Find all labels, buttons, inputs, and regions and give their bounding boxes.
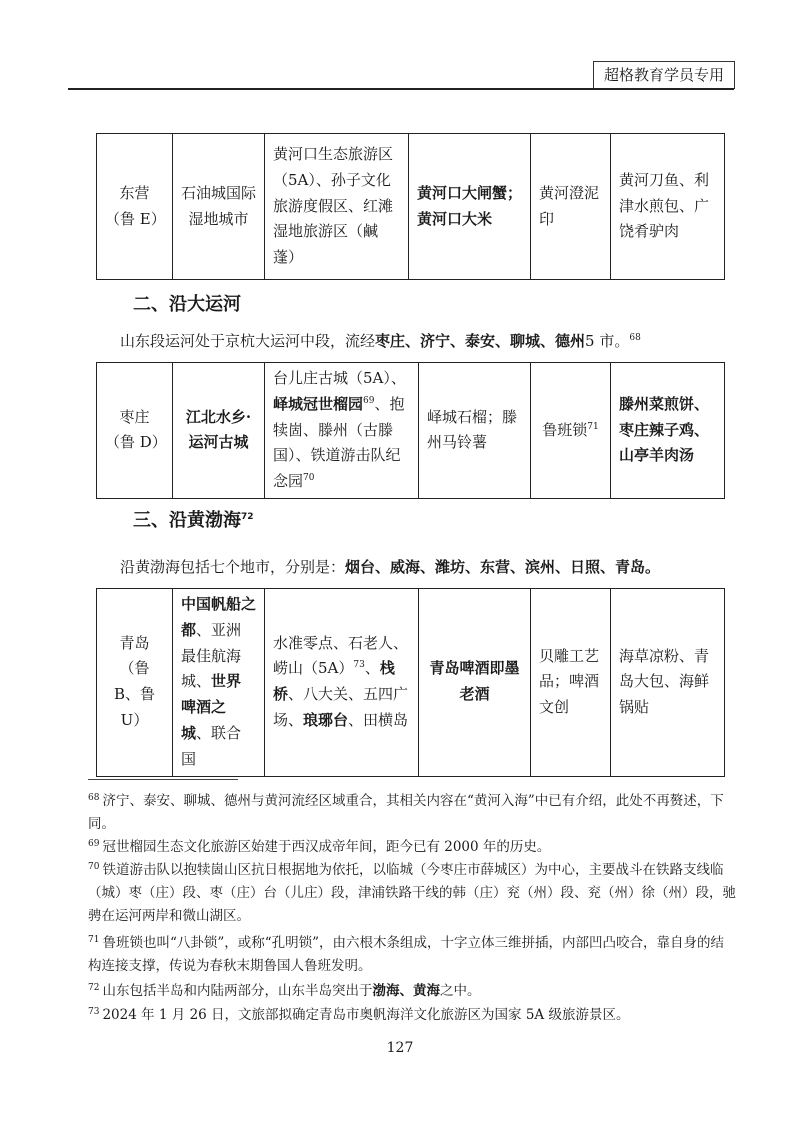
header-rule bbox=[68, 88, 734, 90]
city-cell: 枣庄 （鲁 D） bbox=[97, 363, 173, 499]
footnote-72: $^{72}$ 山东包括半岛和内陆两部分，山东半岛突出于渤海、黄海之中。 bbox=[88, 982, 481, 999]
feature-cell: 中国帆船之都、亚洲最佳航海城、世界啤酒之城、联合国 bbox=[173, 589, 265, 777]
feature-cell: 石油城国际湿地城市 bbox=[173, 134, 265, 280]
footnote-73: $^{73}$ 2024 年 1 月 26 日，文旅部拟确定青岛市奥帆海洋文化旅游区为国家 5A 级旅游景区。 bbox=[88, 1006, 630, 1023]
section-title-coast: 三、沿黄渤海$^{72}$ bbox=[133, 510, 254, 531]
scenic-cell: 台儿庄古城（5A）、峄城冠世榴园$^{69}$、抱犊崮、滕州（古滕国）、铁道游击队纪念园$^{70}$ bbox=[265, 363, 419, 499]
section-title-canal: 二、沿大运河 bbox=[133, 294, 241, 315]
footnote-69: $^{69}$ 冠世榴园生态文化旅游区始建于西汉成帝年间，距今已有 2000 年的历史。 bbox=[88, 838, 551, 855]
header-label: 超格教育学员专用 bbox=[593, 61, 735, 89]
footnote-68: $^{68}$ 济宁、泰安、聊城、德州与黄河流经区域重合，其相关内容在“黄河入海”中已有介绍，此处不再赘述，下同。 bbox=[88, 792, 724, 832]
scenic-cell: 水准零点、石老人、崂山$(5A)^{73}$、栈桥、八大关、五四广场、琅琊台、田横岛 bbox=[265, 589, 419, 777]
footnote-separator bbox=[88, 779, 238, 780]
feature-cell: 江北水乡·运河古城 bbox=[173, 363, 265, 499]
table-zaozhuang bbox=[96, 362, 725, 499]
craft-cell: 鲁班锁$^{71}$ bbox=[531, 363, 611, 499]
footnote-71: $^{71}$ 鲁班锁也叫“八卦锁”，或称“孔明锁”，由六根木条组成，十字立体三维拼插，内部凹凸咬合，靠自身的结构连接支撑，传说为春秋末期鲁国人鲁班发明。 bbox=[88, 934, 725, 974]
canal-paragraph: 山东段运河处于京杭大运河中段，流经枣庄、济宁、泰安、聊城、德州5 市。$^{68}$ bbox=[120, 332, 641, 350]
footnote-70: $^{70}$ 铁道游击队以抱犊崮山区抗日根据地为依托，以临城（今枣庄市薛城区）为中心，主要战斗在铁路支线临（城）枣（庄）段、枣（庄）台（儿庄）段，津浦铁路干线的韩（庄）兖（州）段、兖（州）徐（州）段，驰骋在运河两岸和微山湖区。 bbox=[88, 861, 736, 924]
craft-cell: 黄河澄泥印 bbox=[531, 134, 611, 280]
city-cell: 青岛 （鲁 B、鲁 U） bbox=[97, 589, 173, 777]
table-dongying bbox=[96, 133, 725, 280]
page-number: 127 bbox=[386, 1040, 414, 1056]
coast-paragraph: 沿黄渤海包括七个地市，分别是：烟台、威海、潍坊、东营、滨州、日照、青岛。 bbox=[120, 558, 661, 576]
table-qingdao bbox=[96, 588, 725, 777]
dishes-cell: 海草凉粉、青岛大包、海鲜锅贴 bbox=[611, 589, 725, 777]
scenic-cell: 黄河口生态旅游区（5A）、孙子文化旅游度假区、红滩湿地旅游区（鹹蓬） bbox=[265, 134, 409, 280]
dishes-cell: 黄河刀鱼、利津水煎包、广饶肴驴肉 bbox=[611, 134, 725, 280]
products-cell: 黄河口大闸蟹；黄河口大米 bbox=[409, 134, 531, 280]
city-cell: 东营 （鲁 E） bbox=[97, 134, 173, 280]
products-cell: 青岛啤酒即墨老酒 bbox=[419, 589, 531, 777]
craft-cell: 贝雕工艺品；啤酒文创 bbox=[531, 589, 611, 777]
products-cell: 峄城石榴；滕州马铃薯 bbox=[419, 363, 531, 499]
dishes-cell: 滕州菜煎饼、枣庄辣子鸡、山亭羊肉汤 bbox=[611, 363, 725, 499]
